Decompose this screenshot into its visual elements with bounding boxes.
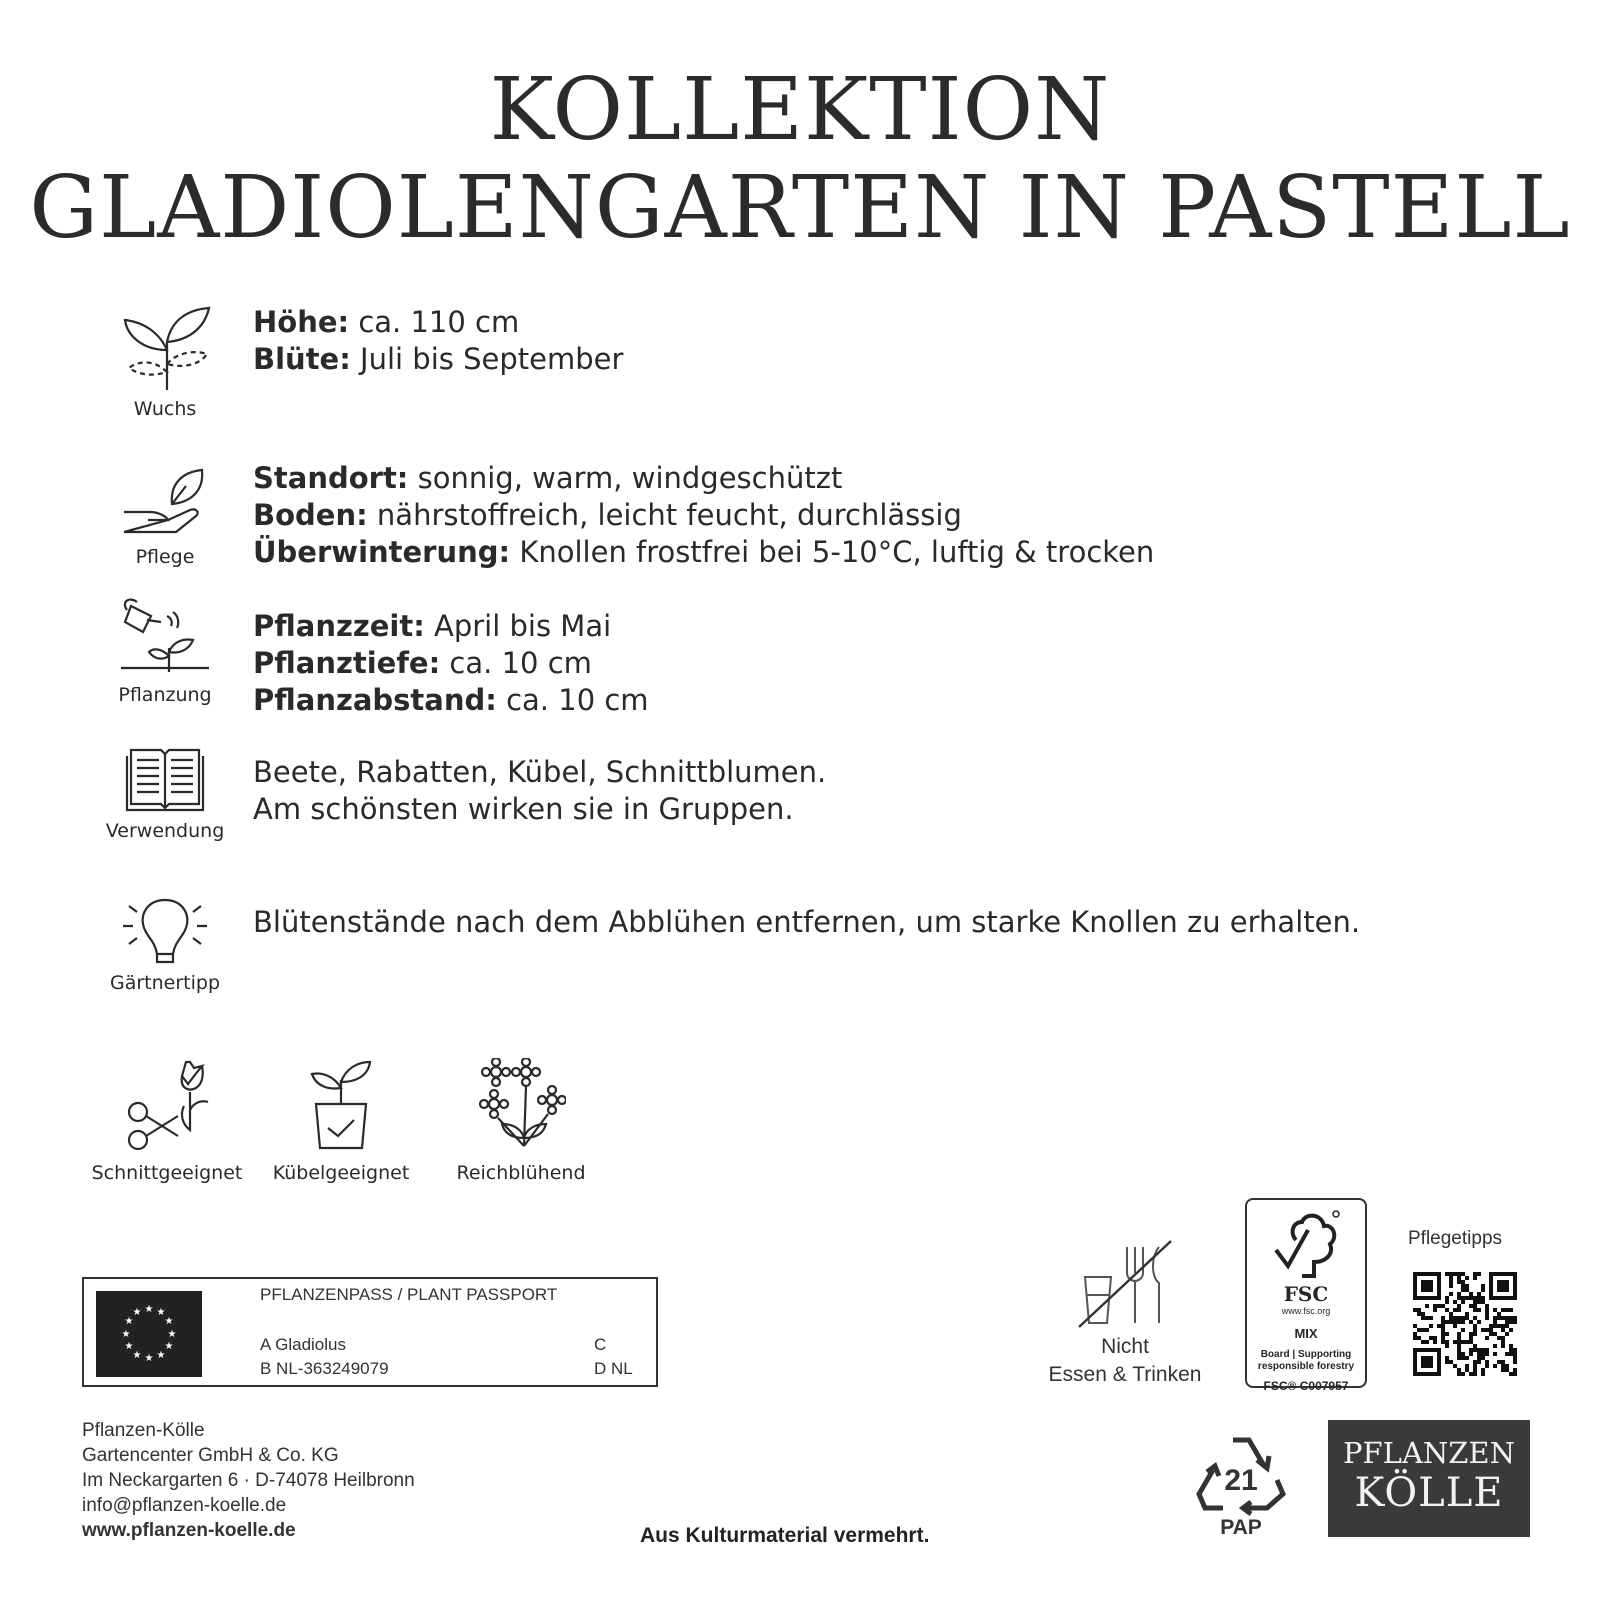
svg-text:★: ★ <box>144 1304 154 1315</box>
standort-value: sonnig, warm, windgeschützt <box>408 461 843 495</box>
eu-flag-icon <box>96 1291 202 1377</box>
pflanzzeit-value: April bis Mai <box>424 609 612 643</box>
fsc-mix: MIX <box>1294 1326 1318 1341</box>
hand-leaf-icon <box>120 464 210 542</box>
address-web: www.pflanzen-koelle.de <box>82 1520 296 1541</box>
title-line-1: KOLLEKTION <box>489 60 1111 160</box>
passport-d: D NL <box>594 1359 633 1378</box>
svg-text:★: ★ <box>156 1350 166 1361</box>
pflanzung-text <box>253 608 649 719</box>
fsc-claim-1: Board | Supporting <box>1260 1349 1352 1360</box>
svg-text:★: ★ <box>132 1350 142 1361</box>
company-address <box>82 1418 415 1543</box>
fsc-url: www.fsc.org <box>1281 1306 1331 1316</box>
pflanzabstand-key: Pflanzabstand: <box>253 683 497 717</box>
standort-key: Standort: <box>253 461 409 495</box>
open-book-icon <box>125 742 205 816</box>
address-line-2: Gartencenter GmbH & Co. KG <box>82 1445 339 1466</box>
logo-line-2: KÖLLE <box>1354 1470 1504 1516</box>
passport-c: C <box>594 1335 607 1354</box>
tipp-label: Gärtnertipp <box>109 972 221 994</box>
pflanzen-koelle-logo <box>1328 1420 1530 1537</box>
feature-label-kuebelgeeignet: Kübelgeeignet <box>272 1162 410 1184</box>
qr-code[interactable] <box>1413 1272 1517 1380</box>
svg-text:★: ★ <box>167 1329 177 1340</box>
svg-text:★: ★ <box>132 1307 142 1318</box>
pflege-label: Pflege <box>135 546 195 568</box>
fsc-word: FSC <box>1283 1282 1329 1306</box>
svg-text:★: ★ <box>124 1316 134 1327</box>
hoehe-key: Höhe: <box>253 305 350 339</box>
fsc-claim-2: responsible forestry <box>1257 1361 1355 1372</box>
pflanzzeit-key: Pflanzzeit: <box>253 609 425 643</box>
logo-line-1: PFLANZEN <box>1343 1436 1515 1470</box>
warning-line-1: Nicht <box>1101 1335 1149 1358</box>
boden-value: nährstoffreich, leicht feucht, durchlässig <box>367 498 962 532</box>
pflanztiefe-value: ca. 10 cm <box>440 646 592 680</box>
wuchs-block <box>90 302 240 420</box>
fsc-tree-icon <box>1268 1206 1344 1282</box>
verwendung-text <box>253 754 826 828</box>
ueberwinterung-value: Knollen frostfrei bei 5-10°C, luftig & trocken <box>510 535 1155 569</box>
kultur-note: Aus Kulturmaterial vermehrt. <box>640 1524 930 1547</box>
title-line-2: GLADIOLENGARTEN IN PASTELL <box>29 158 1571 258</box>
feature-schnittgeeignet <box>82 1058 252 1184</box>
flower-bouquet-icon <box>476 1058 566 1150</box>
no-eat-drink-icon <box>1075 1237 1175 1329</box>
pflanzabstand-value: ca. 10 cm <box>496 683 649 717</box>
pflanzung-block <box>90 596 240 706</box>
address-line-3: Im Neckargarten 6 · D-74078 Heilbronn <box>82 1470 415 1491</box>
passport-b: B NL-363249079 <box>260 1359 389 1378</box>
plant-passport <box>82 1277 658 1387</box>
scissors-flower-icon <box>122 1058 212 1150</box>
verwendung-block <box>90 742 240 842</box>
fsc-label <box>1245 1198 1367 1393</box>
wuchs-label: Wuchs <box>133 398 197 420</box>
svg-text:★: ★ <box>121 1329 131 1340</box>
address-email: info@pflanzen-koelle.de <box>82 1495 287 1516</box>
bluete-value: Juli bis September <box>350 342 624 376</box>
tipp-block <box>90 892 240 994</box>
lightbulb-icon <box>117 892 213 968</box>
recycle-number: 21 <box>1224 1464 1258 1497</box>
warning-line-2: Essen & Trinken <box>1048 1363 1202 1386</box>
pflanztiefe-key: Pflanztiefe: <box>253 646 441 680</box>
passport-header: PFLANZENPASS / PLANT PASSPORT <box>260 1285 558 1304</box>
verwendung-line-1: Beete, Rabatten, Kübel, Schnittblumen. <box>253 755 827 789</box>
svg-text:★: ★ <box>164 1341 174 1352</box>
passport-a: A Gladiolus <box>260 1335 346 1354</box>
plant-growth-icon <box>115 302 215 394</box>
recycle-mark <box>1193 1430 1289 1540</box>
feature-label-schnittgeeignet: Schnittgeeignet <box>91 1162 243 1184</box>
verwendung-line-2: Am schönsten wirken sie in Gruppen. <box>253 792 794 826</box>
wuchs-text <box>253 304 623 378</box>
eu-stars <box>96 1291 202 1377</box>
hoehe-value: ca. 110 cm <box>349 305 520 339</box>
potted-plant-icon <box>306 1058 376 1150</box>
qr-label: Pflegetipps <box>1408 1228 1503 1249</box>
fsc-code: FSC® C007957 <box>1263 1379 1349 1393</box>
tipp-text: Blütenstände nach dem Abblühen entfernen, um starke Knollen zu erhalten. <box>253 905 1361 939</box>
boden-key: Boden: <box>253 498 368 532</box>
recycle-code: PAP <box>1220 1516 1262 1539</box>
pflanzung-label: Pflanzung <box>118 684 212 706</box>
pflege-block <box>90 464 240 568</box>
qr-code-icon <box>1413 1272 1517 1376</box>
feature-reichbluehend <box>446 1058 596 1184</box>
recycle-triangle-icon <box>1193 1430 1289 1516</box>
not-food-warning <box>1020 1237 1230 1389</box>
svg-text:★: ★ <box>164 1316 174 1327</box>
svg-text:★: ★ <box>124 1341 134 1352</box>
feature-kuebelgeeignet <box>266 1058 416 1184</box>
ueberwinterung-key: Überwinterung: <box>253 535 511 569</box>
watering-can-icon <box>117 596 213 680</box>
pflege-text <box>253 460 1154 571</box>
feature-label-reichbluehend: Reichblühend <box>456 1162 586 1184</box>
svg-text:★: ★ <box>156 1307 166 1318</box>
svg-text:★: ★ <box>144 1353 154 1364</box>
bluete-key: Blüte: <box>253 342 351 376</box>
verwendung-label: Verwendung <box>105 820 225 842</box>
address-line-1: Pflanzen-Kölle <box>82 1420 205 1441</box>
